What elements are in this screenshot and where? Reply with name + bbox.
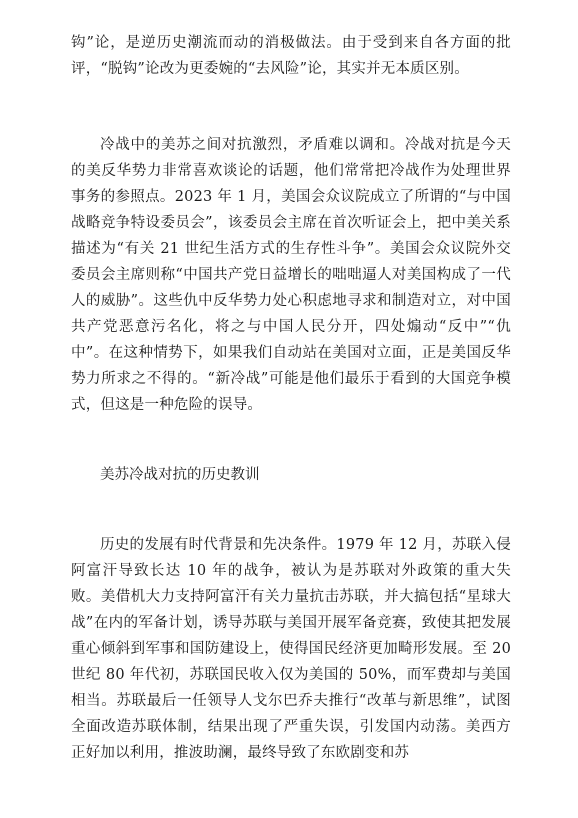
paragraph-spacer (71, 418, 511, 462)
paragraph-spacer (71, 82, 511, 132)
paragraph-decoupling-end: 钩”论，是逆历史潮流而动的消极做法。由于受到来自各方面的批评，“脱钩”论改为更委婉的“去风险”论，其实并无本质区别。 (71, 35, 511, 77)
paragraph-cold-war-confrontation: 冷战中的美苏之间对抗激烈，矛盾难以调和。冷战对抗是今天的美反华势力非常喜欢谈论的话题，他们常常把冷战作为处理世界事务的参照点。2023 年 1 月，美国会众议院成立了所谓的“与中国战略竞争特设委员会”，该委员会主席在首次听证会上，把中美关系描述为“有关 21 世纪生活方式的生存性斗争”。美国会众议院外交委员会主席则称“中国共产党日益增长的咄咄逼人对美国构成了一代人的威胁”。这些仇中反华势力处心积虑地寻求和制造对立，对中国共产党恶意污名化，将之与中国人民分开，四处煽动“反中”“仇中”。在这种情势下，如果我们自动站在美国对立面，正是美国反华势力所求之不得的。“新冷战”可能是他们最乐于看到的大国竞争模式，但这是一种危险的误导。 (71, 137, 511, 413)
paragraph-historical-lessons: 历史的发展有时代背景和先决条件。1979 年 12 月，苏联入侵阿富汗导致长达 10 年的战争，被认为是苏联对外政策的重大失败。美借机大力支持阿富汗有关力量抗击苏联，并大搞包括“星球大战”在内的军备计划，诱导苏联与美国开展军备竞赛，致使其把发展重心倾斜到军事和国防建设上，使得国民经济更加畸形发展。至 20 世纪 80 年代初，苏联国民收入仅为美国的 50%，而军费却与美国相当。苏联最后一任领导人戈尔巴乔夫推行“改革与新思维”，试图全面改造苏联体制，结果出现了严重失误，引发国内动荡。美西方正好加以利用，推波助澜，最终导致了东欧剧变和苏 (71, 537, 511, 761)
section-heading: 美苏冷战对抗的历史教训 (100, 467, 260, 483)
paragraph-spacer (71, 488, 511, 532)
document-page (71, 30, 511, 766)
